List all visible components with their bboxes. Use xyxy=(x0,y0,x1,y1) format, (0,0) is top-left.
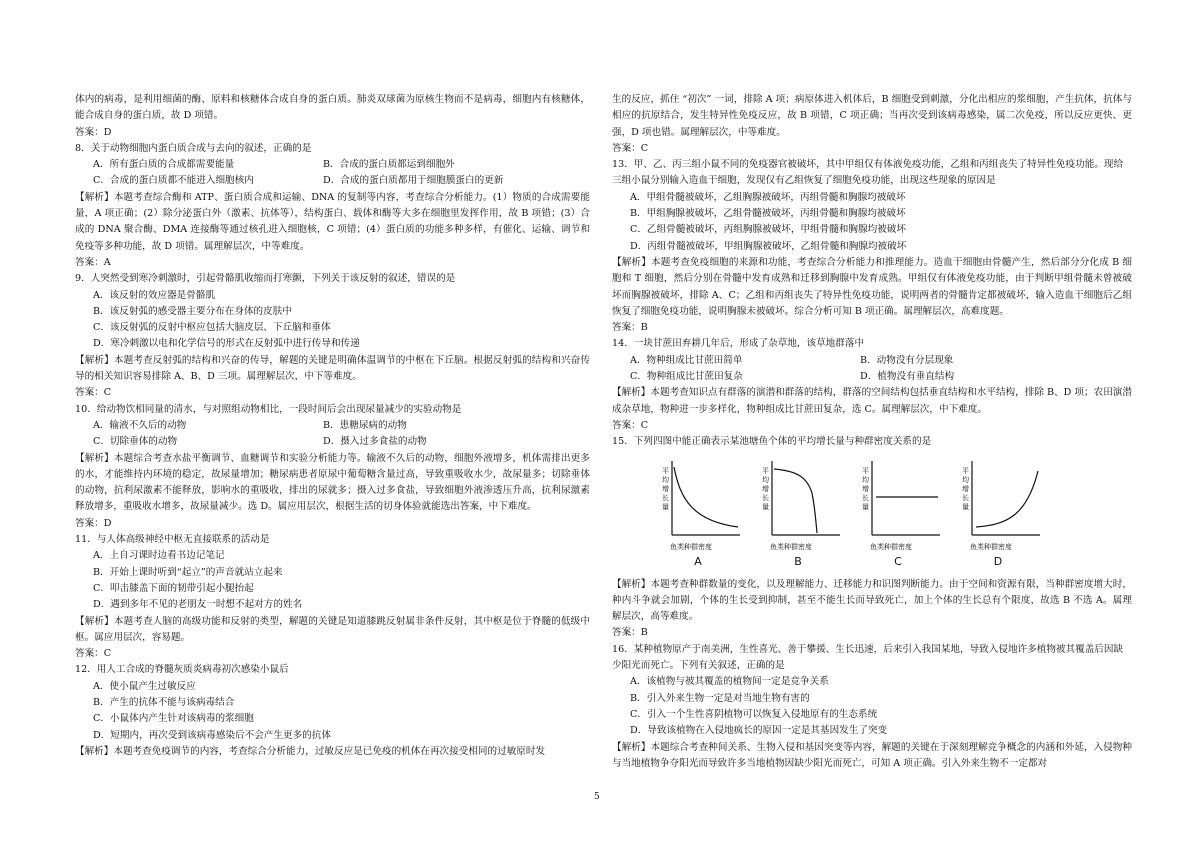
option-d: D．短期内，再次受到该病毒感染后不会产生更多的抗体 xyxy=(93,729,331,741)
graph-c xyxy=(852,453,944,571)
analysis-paragraph: 【解析】本题考查反射弧的结构和兴奋的传导，解题的关键是明确体温调节的中枢在下丘脑。根据反射弧的结构和兴奋传导的相关知识容易排除 A、B、D 三项。属理解层次，中下等难度。 xyxy=(75,354,590,383)
option-d: D．遇到多年不见的老朋友一时想不起对方的姓名 xyxy=(93,599,303,611)
right-column xyxy=(612,92,1132,772)
option-row xyxy=(75,418,590,434)
graph-d xyxy=(952,453,1044,571)
x-axis-label: 鱼类种群密度 xyxy=(870,542,912,551)
answer-line: 答案：D xyxy=(75,517,112,529)
question-14-stem: 14．一块甘蔗田弃耕几年后，形成了杂草地，该草地群落中 xyxy=(612,338,865,350)
analysis-paragraph: 【解析】本题综合考查种间关系、生物入侵和基因突变等内容，解题的关键在于深刻理解竞争概念的内涵和外延，入侵物种与当地植物争夺阳光而导致许多当地植物因缺少阳光而死亡，可知 A 项正确。引入外来生物不一定都对 xyxy=(612,741,1132,769)
question-12-stem: 12．用人工合成的脊髓灰质炎病毒初次感染小鼠后 xyxy=(75,664,289,676)
option-c: C．该反射弧的反射中枢应包括大脑皮层、下丘脑和垂体 xyxy=(93,322,331,334)
question-13-stem: 13．甲、乙、丙三组小鼠不同的免疫器官被破坏，其中甲组仅有体液免疫功能，乙组和丙组丧失了特异性免疫功能。现给三组小鼠分别输入造血干细胞，发现仅有乙组恢复了细胞免疫功能，出现这些现象的原因是 xyxy=(612,159,1124,187)
option-c: C．小鼠体内产生针对该病毒的浆细胞 xyxy=(93,713,254,725)
option-a: A．该反射的效应器是骨骼肌 xyxy=(93,289,216,301)
question-16-stem: 16．某种植物原产于南美洲，生性喜光、善于攀援、生长迅速，后来引入我国某地，导致入侵地许多植物被其覆盖后因缺少阳光而死亡。下列有关叙述，正确的是 xyxy=(612,643,1124,672)
option-a: A．上自习课时边看书边记笔记 xyxy=(93,550,225,562)
question-9-stem: 9．人突然受到寒冷刺激时，引起骨骼肌收缩而打寒颤，下列关于该反射的叙述，错误的是 xyxy=(75,273,456,285)
curve-b xyxy=(774,469,817,533)
answer-line: 答案：D xyxy=(75,126,112,138)
graph-label-a: A xyxy=(694,555,702,569)
answer-line: 答案：C xyxy=(612,142,649,154)
answer-line: 答案：C xyxy=(75,648,112,660)
analysis-paragraph: 【解析】本题考查综合酶和 ATP、蛋白质合成和运输、DNA 的复制等内容，考查综合分析能力。(1）物质的合成需要能量，A 项正确；(2）除分泌蛋白外（激素、抗体等），结构蛋白、载体和酶等大多在细胞里发挥作用，故 B 项错；(3）合成的 DNA 聚合酶、DMA 连接酶等通过核孔进入细胞核，C 项错；(4）蛋白质的功能多种多样，有催化、运输、调节和免疫等多种功能，故 D 项错。属理解层次，中等难度。 xyxy=(75,191,590,252)
analysis-continuation: 生的反应，抓住 “初次” 一词，排除 A 项；病原体进入机体后，B 细胞受到刺激，分化出相应的浆细胞，产生抗体，抗体与相应的抗原结合，发生特异性免疫反应，故 B 项错，C 项正确；当再次受到该病毒感染，属二次免疫，所以反应更快、更强，D 项也错。属理解层次，中等难度。 xyxy=(612,94,1132,138)
option-row xyxy=(75,173,590,189)
option-b: B．甲组胸腺被破坏，乙组骨髓被破坏，丙组骨髓和胸腺均被破坏 xyxy=(630,208,906,220)
answer-line: 答案：C xyxy=(75,387,112,399)
analysis-paragraph: 【解析】本题综合考查水盐平衡调节、血糖调节和实验分析能力等。输液不久后的动物，细胞外液增多，机体需排出更多的水，才能维持内环境的稳定，故尿量增加；糖尿病患者原尿中葡萄糖含量过高，导致重吸收水少，故尿量多；切除垂体的动物，抗利尿激素不能释放，影响水的重吸收，排出的尿就多；摄入过多食盐，导致细胞外液渗透压升高，抗利尿激素释放增多，重吸收水增多，故尿量减少。选 D。属应用层次，根据生活的切身体验就能选出答案，中下难度。 xyxy=(75,452,590,513)
option-c: C．叩击膝盖下面的韧带引起小腿抬起 xyxy=(93,582,254,594)
option-c: C．引入一个生性喜阴植物可以恢复入侵地原有的生态系统 xyxy=(630,708,878,720)
question-11-stem: 11．与人体高级神经中枢无直接联系的活动是 xyxy=(75,534,270,546)
question-15-stem: 15．下列四图中能正确表示某池塘鱼个体的平均增长量与种群密度关系的是 xyxy=(612,436,932,448)
option-b: B．开始上课时听到“起立”的声音就站立起来 xyxy=(93,566,283,578)
option-row xyxy=(612,353,1132,369)
answer-line: 答案：C xyxy=(612,419,649,431)
option-row xyxy=(75,157,590,173)
graph-label-c: C xyxy=(894,555,902,569)
option-a: A．物种组成比甘蔗田简单 xyxy=(630,354,743,366)
analysis-paragraph: 【解析】本题考查种群数量的变化，以及理解能力、迁移能力和识图判断能力。由于空间和资源有限，当种群密度增大时，种内斗争就会加剧，个体的生长受到抑制，甚至不能生长而导致死亡，加上个体的生长总有个限度，故选 B 不选 A。属理解层次，高等难度。 xyxy=(612,578,1132,623)
y-axis-label: 平均增长量 xyxy=(962,466,969,511)
option-a: A．使小鼠产生过敏反应 xyxy=(93,680,196,692)
option-b: B．动物没有分层现象 xyxy=(860,354,954,366)
option-a: A．甲组骨髓被破坏，乙组胸腺被破坏，丙组骨髓和胸腺均被破坏 xyxy=(630,191,906,203)
graph-label-d: D xyxy=(993,555,1003,569)
option-c: C．乙组骨髓被破坏，丙组胸腺被破坏，甲组骨髓和胸腺均被破坏 xyxy=(630,224,906,236)
option-d: D．寒冷刺激以电和化学信号的形式在反射弧中进行传导和传递 xyxy=(93,338,360,350)
y-axis-label: 平均增长量 xyxy=(662,466,669,511)
option-row xyxy=(75,434,590,450)
x-axis-label: 鱼类种群密度 xyxy=(970,542,1012,551)
option-b: B．患糖尿病的动物 xyxy=(323,419,407,431)
option-a: A．所有蛋白质的合成都需要能量 xyxy=(93,159,235,171)
option-b: B．该反射弧的感受器主要分布在身体的皮肤中 xyxy=(93,305,292,317)
option-d: D．摄入过多食盐的动物 xyxy=(323,436,427,448)
answer-line: 答案：B xyxy=(612,322,648,334)
graph-label-b: B xyxy=(794,555,802,569)
analysis-paragraph: 【解析】本题考查知识点有群落的演潜和群落的结构，群落的空间结构包括垂直结构和水平结构，排除 B、D 项；农田演潜成杂草地，物种进一步多样化，物种组成比甘蔗田复杂，选 C。属理解层次，中下难度。 xyxy=(612,387,1132,415)
page-number: 5 xyxy=(594,792,600,802)
option-b: B．产生的抗体不能与该病毒结合 xyxy=(93,696,235,708)
left-column xyxy=(75,92,590,760)
option-b: B．合成的蛋白质都运到细胞外 xyxy=(323,159,455,171)
curve-d xyxy=(976,471,1038,527)
growth-graphs-figure xyxy=(652,453,1052,573)
graph-a xyxy=(652,453,744,571)
curve-a xyxy=(674,467,738,527)
question-8-stem: 8．关于动物细胞内蛋白质合成与去向的叙述，正确的是 xyxy=(75,142,312,154)
x-axis-label: 鱼类种群密度 xyxy=(670,542,712,551)
question-10-stem: 10．给动物饮相同量的清水，与对照组动物相比，一段时间后会出现尿量减少的实验动物是 xyxy=(75,403,462,415)
intro-paragraph: 体内的病毒，是利用细菌的酶、原料和核糖体合成自身的蛋白质。肺炎双球菌为原核生物而不是病毒，细胞内有核糖体，能合成自身的蛋白质，故 D 项错。 xyxy=(75,94,590,122)
option-c: C．物种组成比甘蔗田复杂 xyxy=(630,371,743,383)
option-b: B．引入外来生物一定是对当地生物有害的 xyxy=(630,692,810,704)
analysis-paragraph: 【解析】本题考查免疫细胞的来源和功能，考查综合分析能力和推理能力。造血干细胞由骨髓产生，然后部分分化成 B 细胞和 T 细胞，然后分别在骨髓中发育成熟和迁移到胸腺中发育成熟。甲组仅有体液免疫功能，由于判断甲组骨髓未曾被破坏而胸腺被破坏，排除 A、C；乙组和丙组丧失了特异性免疫功能，说明两者的骨髓肯定都被破坏，输入造血干细胞后乙组恢复了细胞免疫功能，说明胸腺未被破坏。综合分析可知 B 项正确。属理解层次，高难度题。 xyxy=(612,256,1132,317)
y-axis-label: 平均增长量 xyxy=(862,466,869,511)
answer-line: 答案：B xyxy=(612,627,648,639)
option-d: D．合成的蛋白质都用于细胞膜蛋白的更新 xyxy=(323,175,504,187)
option-d: D．植物没有垂直结构 xyxy=(860,371,955,383)
analysis-paragraph: 【解析】本题考查免疫调节的内容，考查综合分析能力，过敏反应是已免疫的机体在再次接受相同的过敏原时发 xyxy=(75,745,546,757)
x-axis-label: 鱼类种群密度 xyxy=(770,542,812,551)
option-d: D．丙组骨髓被破坏，甲组胸腺被破坏，乙组骨髓和胸腺均被破坏 xyxy=(630,240,907,252)
option-c: C．合成的蛋白质都不能进入细胞核内 xyxy=(93,175,254,187)
option-a: A．该植物与被其覆盖的植物间一定是竞争关系 xyxy=(630,676,829,688)
answer-line: 答案：A xyxy=(75,256,111,268)
graph-b xyxy=(752,453,844,571)
option-row xyxy=(612,369,1132,385)
analysis-paragraph: 【解析】本题考查人脑的高级功能和反射的类型，解题的关键是知道膝跳反射属非条件反射，其中枢是位于脊髓的低级中枢。属应用层次，容易题。 xyxy=(75,615,590,643)
option-d: D．导致该植物在入侵地疯长的原因一定是其基因发生了突变 xyxy=(630,725,888,737)
option-a: A．输液不久后的动物 xyxy=(93,419,187,431)
y-axis-label: 平均增长量 xyxy=(762,466,769,511)
option-c: C．切除垂体的动物 xyxy=(93,436,178,448)
